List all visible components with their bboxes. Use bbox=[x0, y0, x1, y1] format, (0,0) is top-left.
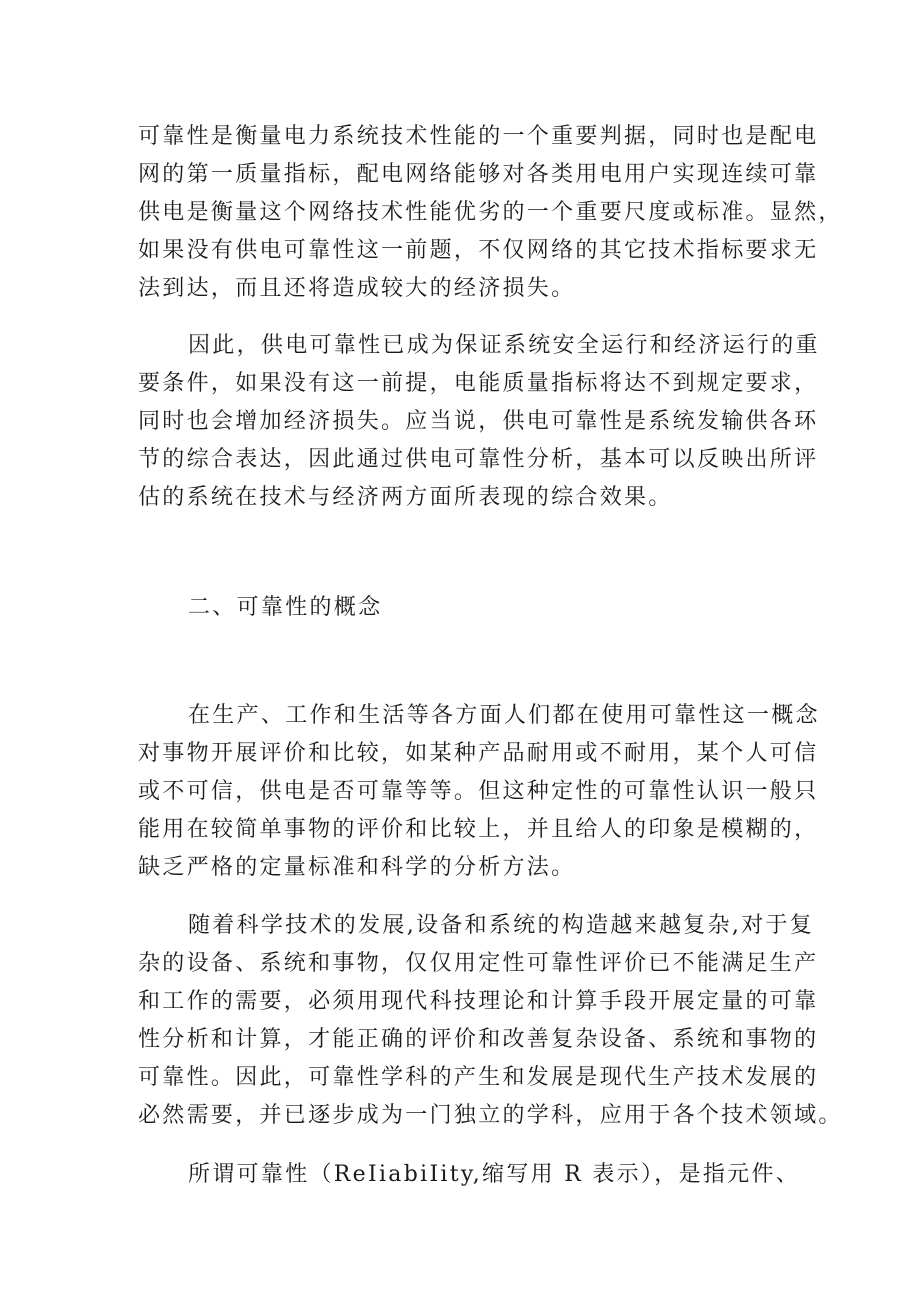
paragraph-line: 杂的设备、系统和事物，仅仅用定性可靠性评价已不能满足生产 bbox=[138, 951, 819, 976]
paragraph-line: 对事物开展评价和比较，如某种产品耐用或不耐用，某个人可信 bbox=[138, 741, 819, 766]
paragraph-line: 可靠性是衡量电力系统技术性能的一个重要判据，同时也是配电 bbox=[138, 124, 819, 149]
paragraph-supply-reliability-condition bbox=[138, 327, 820, 517]
paragraph-reliability-definition bbox=[138, 1156, 801, 1194]
paragraph-line: 同时也会增加经济损失。应当说，供电可靠性是系统发输供各环 bbox=[138, 409, 819, 434]
paragraph-line: 缺乏严格的定量标准和科学的分析方法。 bbox=[138, 855, 576, 880]
paragraph-line: 网的第一质量指标，配电网络能够对各类用电用户实现连续可靠 bbox=[138, 162, 819, 187]
paragraph-line: 节的综合表达，因此通过供电可靠性分析，基本可以反映出所评 bbox=[138, 447, 819, 472]
paragraph-quantitative-reliability bbox=[138, 907, 843, 1135]
paragraph-line: 供电是衡量这个网络技术性能优劣的一个重要尺度或标准。显然， bbox=[138, 200, 843, 225]
paragraph-line: 法到达，而且还将造成较大的经济损失。 bbox=[138, 276, 576, 301]
paragraph-line: 性分析和计算，才能正确的评价和改善复杂设备、系统和事物的 bbox=[138, 1027, 819, 1052]
paragraph-line: 因此，供电可靠性已成为保证系统安全运行和经济运行的重 bbox=[188, 333, 820, 358]
paragraph-line: 可靠性。因此，可靠性学科的产生和发展是现代生产技术发展的 bbox=[138, 1065, 819, 1090]
paragraph-line: 随着科学技术的发展,设备和系统的构造越来越复杂,对于复 bbox=[188, 913, 815, 938]
paragraph-line: 如果没有供电可靠性这一前题，不仅网络的其它技术指标要求无 bbox=[138, 238, 819, 263]
paragraph-reliability-importance bbox=[138, 118, 843, 308]
paragraph-line: 和工作的需要，必须用现代科技理论和计算手段开展定量的可靠 bbox=[138, 989, 819, 1014]
paragraph-line: 估的系统在技术与经济两方面所表现的综合效果。 bbox=[138, 485, 673, 510]
paragraph-line: 能用在较简单事物的评价和比较上，并且给人的印象是模糊的， bbox=[138, 817, 819, 842]
section-heading: 二、可靠性的概念 bbox=[188, 595, 383, 620]
paragraph-line: 所谓可靠性（ReIiabiIity,缩写用 R 表示），是指元件、 bbox=[188, 1162, 801, 1187]
paragraph-line: 必然需要，并已逐步成为一门独立的学科，应用于各个技术领域。 bbox=[138, 1103, 843, 1128]
paragraph-line: 或不可信，供电是否可靠等等。但这种定性的可靠性认识一般只 bbox=[138, 779, 819, 804]
paragraph-line: 要条件，如果没有这一前提，电能质量指标将达不到规定要求， bbox=[138, 371, 819, 396]
paragraph-line: 在生产、工作和生活等各方面人们都在使用可靠性这一概念 bbox=[188, 703, 820, 728]
paragraph-qualitative-reliability bbox=[138, 697, 820, 887]
